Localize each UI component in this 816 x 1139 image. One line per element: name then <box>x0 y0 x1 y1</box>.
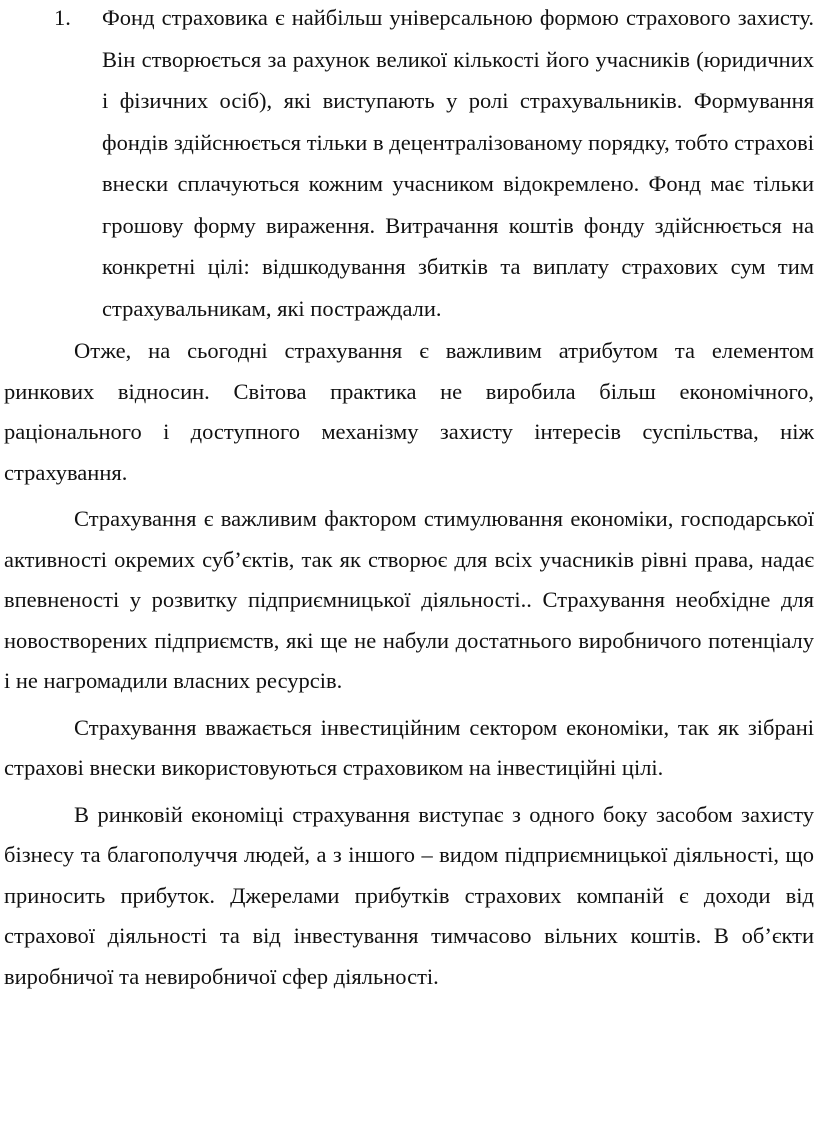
list-number: 1. <box>54 5 71 30</box>
paragraph-market-relations: Отже, на сьогодні страхування є важливим атрибутом та елементом ринкових відносин. Світова практика не виробила більш економічного, раціонального і доступного механізму захисту інтересів суспільства, ніж страхування. <box>4 338 814 485</box>
paragraph-economic-stimulus: Страхування є важливим фактором стимулювання економіки, господарської активності окремих суб’єктів, так як створює для всіх учасників рівні права, надає впевненості у розвитку підприємницької діяльності.. Страхування необхідне для новостворених підприємств, які ще не набули достатнього виробничого потенціалу і не нагромадили власних ресурсів. <box>4 506 814 693</box>
paragraph-investment-sector: Страхування вважається інвестиційним сектором економіки, так як зібрані страхові внески використовуються страховиком на інвестиційні цілі. <box>4 714 814 780</box>
paragraph-market-economy: В ринковій економіці страхування виступає з одного боку засобом захисту бізнесу та благополуччя людей, а з іншого – видом підприємницької діяльності, що приносить прибуток. Джерелами прибутків страхових компаній є доходи від страхової діяльності та від інвестування тимчасово вільних коштів. В об’єкти виробничої та невиробничої сфер діяльності. <box>4 801 814 989</box>
list-item-text: Фонд страховика є найбільш універсальною формою страхового захисту. Він створюється за рахунок великої кількості його учасників (юридичних і фізичних осіб), які виступають у ролі страхувальників. Формування фондів здійснюється тільки в децентралізованому порядку, тобто страхові внески сплачуються кожним учасником відокремлено. Фонд має тільки грошову форму вираження. Витрачання коштів фонду здійснюється на конкретні цілі: відшкодування збитків та виплату страхових сум тим страхувальникам, які постраждали. <box>102 5 814 321</box>
numbered-list-item <box>4 0 814 329</box>
